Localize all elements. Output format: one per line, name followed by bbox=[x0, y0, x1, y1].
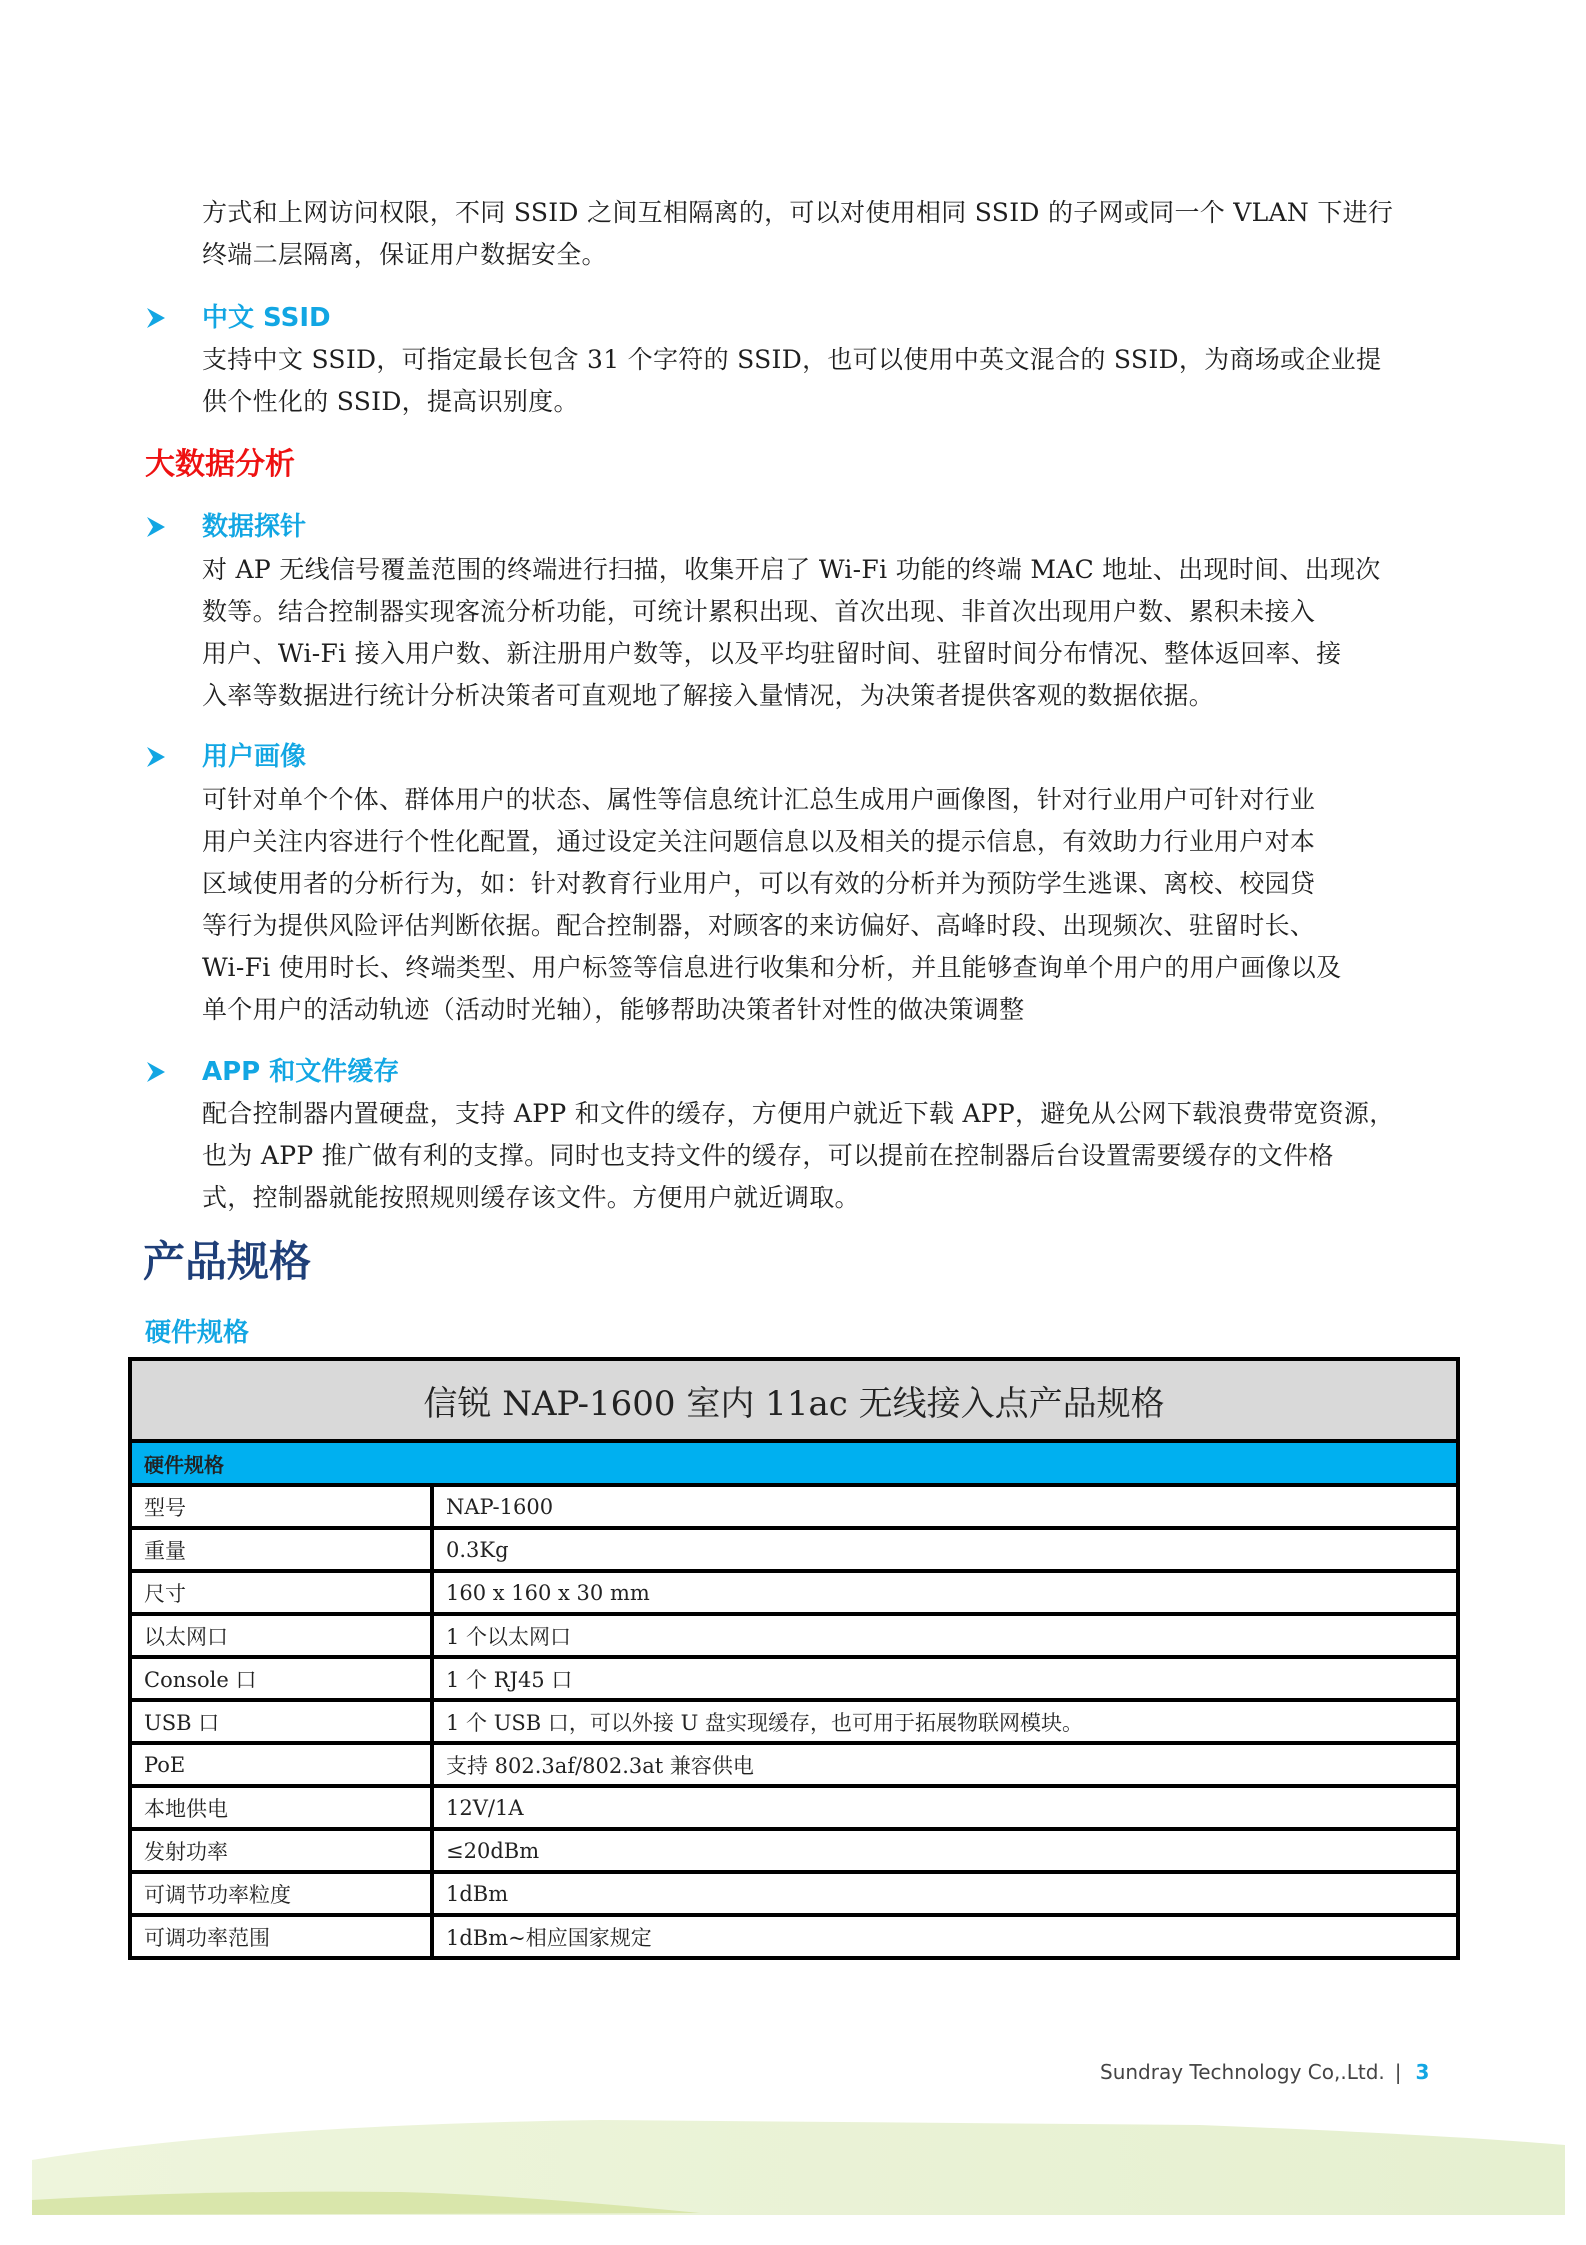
spec-value: ≤20dBm bbox=[432, 1829, 1458, 1872]
spec-value: 0.3Kg bbox=[432, 1528, 1458, 1571]
spec-value: 12V/1A bbox=[432, 1786, 1458, 1829]
spec-value: 160 x 160 x 30 mm bbox=[432, 1571, 1458, 1614]
spec-key: 以太网口 bbox=[130, 1614, 432, 1657]
feature-heading-app-cache: APP 和文件缓存 bbox=[202, 1057, 400, 1087]
text-line: 对 AP 无线信号覆盖范围的终端进行扫描，收集开启了 Wi-Fi 功能的终端 MAC 地址、出现时间、出现次 bbox=[202, 555, 1381, 584]
table-row bbox=[130, 1571, 1458, 1614]
spec-key: Console 口 bbox=[130, 1657, 432, 1700]
text-line: 用户、Wi-Fi 接入用户数、新注册用户数等，以及平均驻留时间、驻留时间分布情况、整体返回率、接 bbox=[202, 639, 1342, 668]
table-row bbox=[130, 1485, 1458, 1528]
spec-key: 型号 bbox=[130, 1485, 432, 1528]
text-line: 方式和上网访问权限，不同 SSID 之间互相隔离的，可以对使用相同 SSID 的子网或同一个 VLAN 下进行 bbox=[202, 198, 1394, 227]
table-row bbox=[130, 1743, 1458, 1786]
spec-value: 1 个以太网口 bbox=[432, 1614, 1458, 1657]
text-line: 可针对单个个体、群体用户的状态、属性等信息统计汇总生成用户画像图，针对行业用户可针对行业 bbox=[202, 785, 1316, 814]
spec-table bbox=[128, 1357, 1460, 1960]
text-line: 单个用户的活动轨迹（活动时光轴），能够帮助决策者针对性的做决策调整 bbox=[202, 995, 1025, 1024]
text-line: 终端二层隔离，保证用户数据安全。 bbox=[202, 240, 607, 269]
table-row bbox=[130, 1872, 1458, 1915]
spec-key: 可调功率范围 bbox=[130, 1915, 432, 1958]
text-line: Wi-Fi 使用时长、终端类型、用户标签等信息进行收集和分析，并且能够查询单个用户的用户画像以及 bbox=[202, 953, 1342, 982]
text-line: 区域使用者的分析行为，如：针对教育行业用户，可以有效的分析并为预防学生逃课、离校、校园贷 bbox=[202, 869, 1316, 898]
intro-paragraph bbox=[202, 192, 1460, 276]
subsection-heading-hardware-spec: 硬件规格 bbox=[145, 1318, 250, 1348]
table-row bbox=[130, 1700, 1458, 1743]
feature-heading-chinese-ssid: 中文 SSID bbox=[202, 303, 331, 333]
data-probe-paragraph bbox=[202, 549, 1460, 717]
spec-value: 支持 802.3af/802.3at 兼容供电 bbox=[432, 1743, 1458, 1786]
spec-value: 1 个 USB 口，可以外接 U 盘实现缓存，也可用于拓展物联网模块。 bbox=[432, 1700, 1458, 1743]
spec-key: USB 口 bbox=[130, 1700, 432, 1743]
spec-key: 重量 bbox=[130, 1528, 432, 1571]
arrow-bullet-icon bbox=[146, 1060, 166, 1084]
spec-value: 1 个 RJ45 口 bbox=[432, 1657, 1458, 1700]
app-cache-paragraph bbox=[202, 1093, 1460, 1219]
table-row bbox=[130, 1829, 1458, 1872]
spec-value: 1dBm bbox=[432, 1872, 1458, 1915]
table-row bbox=[130, 1915, 1458, 1958]
text-line: 式，控制器就能按照规则缓存该文件。方便用户就近调取。 bbox=[202, 1183, 860, 1212]
spec-key: 本地供电 bbox=[130, 1786, 432, 1829]
text-line: 数等。结合控制器实现客流分析功能，可统计累积出现、首次出现、非首次出现用户数、累积未接入 bbox=[202, 597, 1316, 626]
page-number: 3 bbox=[1415, 2060, 1430, 2084]
spec-key: 尺寸 bbox=[130, 1571, 432, 1614]
text-line: 用户关注内容进行个性化配置，通过设定关注问题信息以及相关的提示信息，有效助力行业用户对本 bbox=[202, 827, 1316, 856]
table-title-row bbox=[130, 1359, 1458, 1441]
decorative-wave-graphic bbox=[0, 2080, 1586, 2245]
feature-heading-user-profile: 用户画像 bbox=[202, 742, 307, 772]
chinese-ssid-paragraph bbox=[202, 339, 1460, 423]
table-row bbox=[130, 1614, 1458, 1657]
text-line: 供个性化的 SSID，提高识别度。 bbox=[202, 387, 579, 416]
section-heading-product-spec: 产品规格 bbox=[143, 1237, 312, 1286]
footer-separator: | bbox=[1394, 2060, 1402, 2084]
spec-value: 1dBm~相应国家规定 bbox=[432, 1915, 1458, 1958]
text-line: 也为 APP 推广做有利的支撑。同时也支持文件的缓存，可以提前在控制器后台设置需要缓存的文件格 bbox=[202, 1141, 1334, 1170]
table-row bbox=[130, 1786, 1458, 1829]
text-line: 配合控制器内置硬盘，支持 APP 和文件的缓存，方便用户就近下载 APP，避免从公网下载浪费带宽资源， bbox=[202, 1099, 1395, 1128]
arrow-bullet-icon bbox=[146, 515, 166, 539]
spec-key: 可调节功率粒度 bbox=[130, 1872, 432, 1915]
spec-key: 发射功率 bbox=[130, 1829, 432, 1872]
text-line: 入率等数据进行统计分析决策者可直观地了解接入量情况，为决策者提供客观的数据依据。 bbox=[202, 681, 1215, 710]
section-heading-big-data: 大数据分析 bbox=[145, 447, 295, 482]
table-section-label: 硬件规格 bbox=[130, 1441, 1458, 1485]
text-line: 等行为提供风险评估判断依据。配合控制器，对顾客的来访偏好、高峰时段、出现频次、驻留时长、 bbox=[202, 911, 1316, 940]
table-section-row bbox=[130, 1441, 1458, 1485]
spec-key: PoE bbox=[130, 1743, 432, 1786]
table-title: 信锐 NAP-1600 室内 11ac 无线接入点产品规格 bbox=[130, 1359, 1458, 1441]
feature-heading-data-probe: 数据探针 bbox=[202, 512, 307, 542]
company-name: Sundray Technology Co,.Ltd. bbox=[1100, 2060, 1385, 2084]
user-profile-paragraph bbox=[202, 779, 1460, 1031]
arrow-bullet-icon bbox=[146, 745, 166, 769]
spec-value: NAP-1600 bbox=[432, 1485, 1458, 1528]
table-row bbox=[130, 1657, 1458, 1700]
table-row bbox=[130, 1528, 1458, 1571]
arrow-bullet-icon bbox=[146, 306, 166, 330]
text-line: 支持中文 SSID，可指定最长包含 31 个字符的 SSID，也可以使用中英文混合的 SSID，为商场或企业提 bbox=[202, 345, 1382, 374]
